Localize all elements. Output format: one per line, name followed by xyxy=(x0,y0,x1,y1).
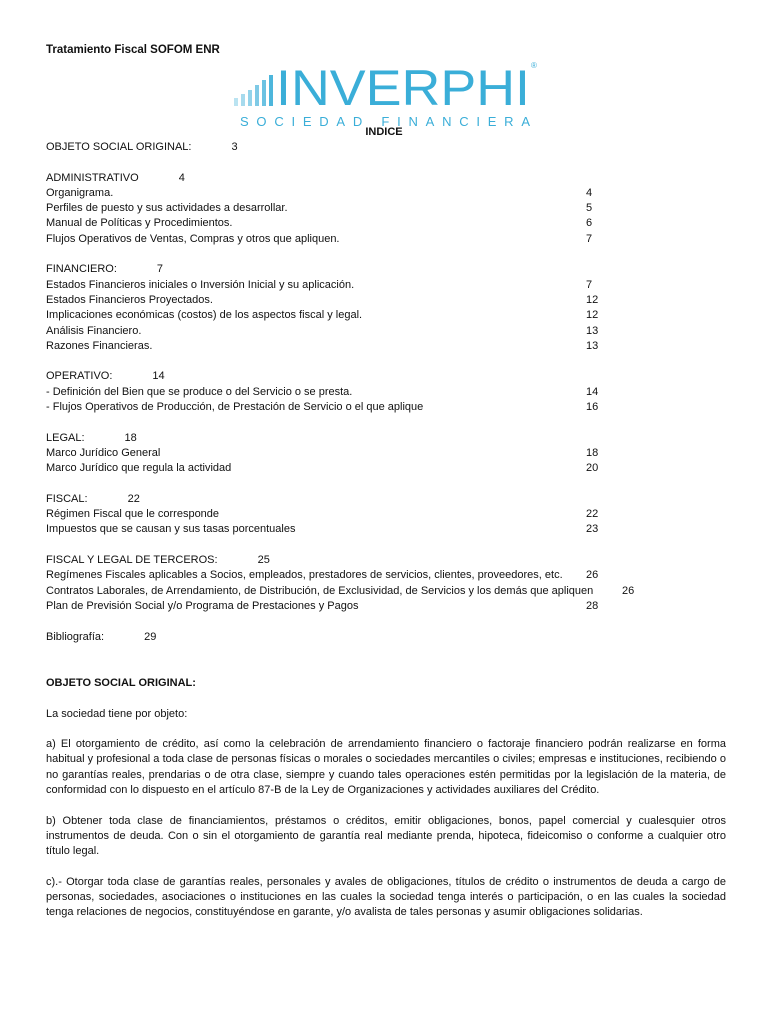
toc-section-page: 25 xyxy=(257,554,270,567)
toc-section xyxy=(46,492,686,538)
toc-item-page: 22 xyxy=(586,508,599,521)
toc-item-page: 18 xyxy=(586,446,599,459)
toc-item xyxy=(46,446,686,461)
toc-item-label: Plan de Previsión Social y/o Programa de Prestaciones y Pagos xyxy=(46,599,359,612)
toc-item-page: 16 xyxy=(586,401,599,414)
toc-section-page: 7 xyxy=(156,263,164,276)
toc-section xyxy=(46,431,686,477)
toc-section-title: OBJETO SOCIAL ORIGINAL: xyxy=(46,141,192,153)
toc-item-page: 7 xyxy=(586,232,593,245)
toc-section-title: OPERATIVO: xyxy=(46,370,113,383)
toc-item xyxy=(46,400,686,415)
toc-section-heading xyxy=(46,262,686,277)
toc-item xyxy=(46,293,686,308)
intro-paragraph: La sociedad tiene por objeto: xyxy=(46,707,188,720)
toc-item xyxy=(46,232,686,247)
toc-item xyxy=(46,507,686,522)
toc-item-label: Análisis Financiero. xyxy=(46,324,142,337)
toc-section-page: 4 xyxy=(178,171,185,184)
toc-item-label: Estados Financieros iniciales o Inversión Inicial y su aplicación. xyxy=(46,278,355,291)
toc-item-label: Régimen Fiscal que le corresponde xyxy=(46,508,220,521)
toc-section xyxy=(46,369,686,415)
indice-title: INDICE xyxy=(365,126,403,138)
toc-item-label: Regímenes Fiscales aplicables a Socios, empleados, prestadores de servicios, clientes, proveedores, etc. xyxy=(46,569,563,582)
toc-section xyxy=(46,171,686,247)
toc-item-label: - Definición del Bien que se produce o del Servicio o se presta. xyxy=(46,385,353,398)
toc-section-page: 14 xyxy=(152,370,165,383)
toc-item xyxy=(46,278,686,293)
toc-section xyxy=(46,553,686,614)
toc-item xyxy=(46,461,686,476)
toc-item-page: 4 xyxy=(586,186,593,199)
toc-section xyxy=(46,262,686,354)
toc-item-page: 28 xyxy=(586,599,599,612)
toc-section-title: ADMINISTRATIVO xyxy=(46,171,139,184)
toc-item-page: 14 xyxy=(586,385,599,398)
toc-item xyxy=(46,324,686,339)
toc-item-page: 13 xyxy=(586,324,599,337)
toc-item-page: 26 xyxy=(586,569,599,582)
toc-item-label: Marco Jurídico que regula la actividad xyxy=(46,462,232,475)
section-heading: OBJETO SOCIAL ORIGINAL: xyxy=(46,677,196,689)
toc-item-label: Impuestos que se causan y sus tasas porcentuales xyxy=(46,523,296,536)
toc-item-label: Organigrama. xyxy=(46,186,114,199)
toc-item xyxy=(46,599,686,614)
body-paragraph-a: a) El otorgamiento de crédito, así como la celebración de arrendamiento financiero o factoraje financiero podrán realizarse en forma habitual y profesional a toda clase de personas físicas o morales o sociedades mercantiles o civiles; empresas e instituciones, recibiendo o no garantías reales, prendarias o de otra clase, siempre y cuando tales operaciones estén permitidas por la legislación de la materia, de conformidad con lo dispuesto en el artículo 87-B de la Ley de Organizaciones y actividades auxiliares del Crédito. xyxy=(46,738,726,797)
body-paragraph-b: b) Obtener toda clase de financiamientos, préstamos o créditos, emitir obligaciones, bonos, papel comercial y cualesquier otros instrumentos de deuda. Con o sin el otorgamiento de garantía real mediante prenda, hipoteca, fideicomiso o conforme a cualquier otro título legal. xyxy=(46,814,726,858)
toc-item-page: 12 xyxy=(586,309,599,322)
toc-item-label: Perfiles de puesto y sus actividades a desarrollar. xyxy=(46,202,288,215)
toc-item xyxy=(46,201,686,216)
table-of-contents xyxy=(46,140,686,660)
toc-section-heading xyxy=(46,140,686,155)
toc-item-label: Razones Financieras. xyxy=(46,339,153,352)
toc-section-heading xyxy=(46,630,686,645)
toc-item-label: Estados Financieros Proyectados. xyxy=(46,293,213,306)
toc-section-title: LEGAL: xyxy=(46,431,85,444)
toc-section xyxy=(46,140,686,155)
toc-item-label: Manual de Políticas y Procedimientos. xyxy=(46,217,233,230)
toc-section xyxy=(46,630,686,645)
toc-item xyxy=(46,186,686,201)
toc-item xyxy=(46,216,686,231)
toc-item-label: Implicaciones económicas (costos) de los aspectos fiscal y legal. xyxy=(46,309,363,322)
toc-item-page: 20 xyxy=(586,462,599,475)
toc-item-label: Marco Jurídico General xyxy=(46,446,161,459)
toc-section-heading xyxy=(46,369,686,384)
toc-item xyxy=(46,339,686,354)
toc-item xyxy=(46,584,686,599)
toc-section-title: FINANCIERO: xyxy=(46,263,117,276)
body-paragraph-c: c).- Otorgar toda clase de garantías reales, personales y avales de obligaciones, títulos de crédito o instrumentos de deuda a cargo de personas, sociedades, asociaciones o instituciones en las cuales la sociedad tenga interés o participación, o en las cuales la sociedad tenga relaciones de negocios, constituyéndose en garante, y/o avalista de tales personas y asumir obligaciones solidarias. xyxy=(46,875,726,919)
toc-item-label: Contratos Laborales, de Arrendamiento, de Distribución, de Exclusividad, de Servicios y los demás que apliquen xyxy=(46,584,594,597)
toc-item xyxy=(46,568,686,583)
toc-item xyxy=(46,522,686,537)
toc-section-heading xyxy=(46,431,686,446)
toc-item-page: 12 xyxy=(586,293,599,306)
toc-item xyxy=(46,385,686,400)
toc-section-heading xyxy=(46,171,686,186)
toc-section-heading xyxy=(46,492,686,507)
toc-item-page: 26 xyxy=(622,584,635,597)
logo-registered-mark: ® xyxy=(531,61,537,70)
toc-section-heading xyxy=(46,553,686,568)
toc-section-title: Bibliografía: xyxy=(46,630,105,643)
logo-tagline: SOCIEDAD FINANCIERA xyxy=(240,114,530,129)
document-body xyxy=(46,676,726,936)
toc-item xyxy=(46,308,686,323)
toc-section-page: 3 xyxy=(231,141,238,153)
toc-section-page: 29 xyxy=(144,630,157,643)
document-header-title: Tratamiento Fiscal SOFOM ENR xyxy=(46,44,220,56)
toc-section-title: FISCAL: xyxy=(46,492,88,505)
toc-item-page: 6 xyxy=(586,217,593,230)
toc-item-page: 13 xyxy=(586,339,599,352)
toc-item-page: 23 xyxy=(586,523,599,536)
toc-item-label: - Flujos Operativos de Producción, de Prestación de Servicio o el que aplique xyxy=(46,401,424,414)
toc-section-page: 18 xyxy=(124,431,137,444)
logo-wordmark: INVERPHI xyxy=(276,60,530,116)
toc-item-page: 7 xyxy=(586,278,593,291)
toc-item-label: Flujos Operativos de Ventas, Compras y otros que apliquen. xyxy=(46,232,340,245)
inverphi-logo xyxy=(232,54,542,130)
toc-section-page: 22 xyxy=(127,492,140,505)
toc-section-title: FISCAL Y LEGAL DE TERCEROS: xyxy=(46,554,218,567)
toc-item-page: 5 xyxy=(586,202,593,215)
